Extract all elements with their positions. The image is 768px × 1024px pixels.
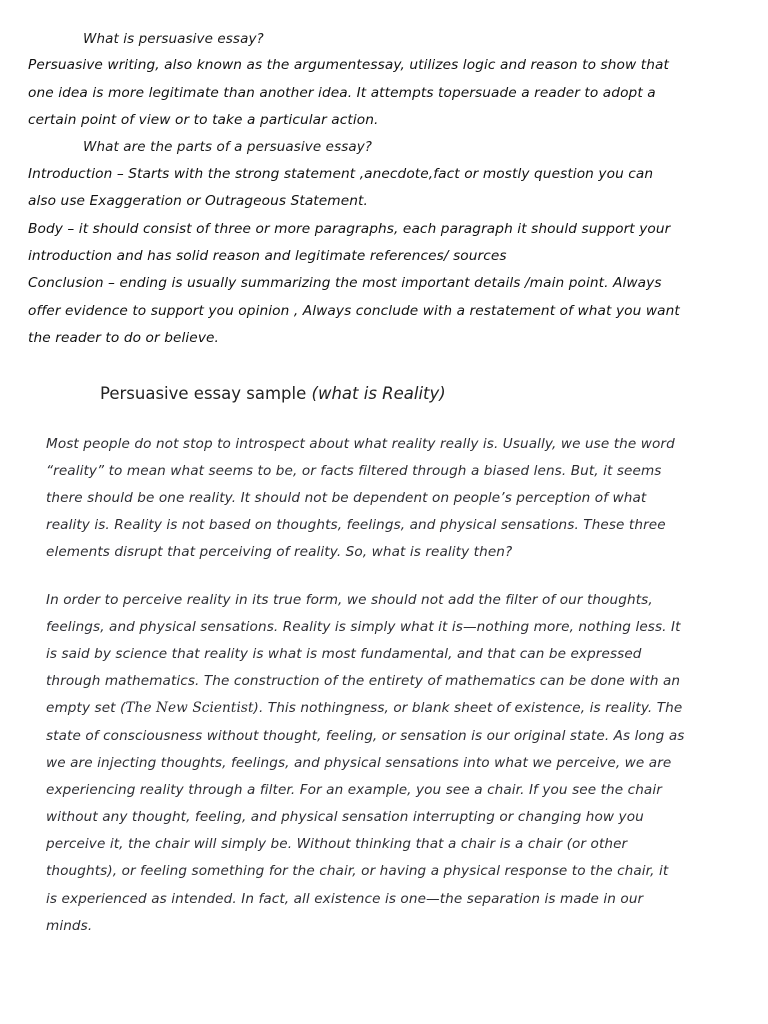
paragraph-2-line: state of consciousness without thought, feeling, or sensation is our original state. As long as (46, 728, 685, 744)
definition-line: certain point of view or to take a particular action. (28, 112, 379, 128)
citation-source: The New Scientist (125, 700, 254, 716)
parts-line: offer evidence to support you opinion , Always conclude with a restatement of what you want (28, 303, 680, 319)
paragraph-2-line-citation (46, 698, 682, 718)
sample-title (100, 384, 446, 403)
parts-line-body: Body – it should consist of three or more paragraphs, each paragraph it should support your (28, 221, 671, 237)
paragraph-2-line: feelings, and physical sensations. Reality is simply what it is—nothing more, nothing less. It (46, 619, 681, 635)
paragraph-1-line: “reality” to mean what seems to be, or facts filtered through a biased lens. But, it seems (46, 463, 662, 479)
paragraph-2-line: thoughts), or feeling something for the chair, or having a physical response to the chair, it (46, 863, 669, 879)
paragraph-1-line: there should be one reality. It should not be dependent on people’s perception of what (46, 490, 647, 506)
paragraph-2-line: In order to perceive reality in its true form, we should not add the filter of our thoughts, (46, 592, 653, 608)
question-what-is-persuasive-essay: What is persuasive essay? (83, 31, 264, 47)
parts-line-conclusion: Conclusion – ending is usually summarizing the most important details /main point. Always (28, 275, 662, 291)
citation-after: ). This nothingness, or blank sheet of existence, is reality. The (253, 700, 683, 716)
paragraph-1-line: elements disrupt that perceiving of reality. So, what is reality then? (46, 544, 513, 560)
parts-line: the reader to do or believe. (28, 330, 220, 346)
citation-before: empty set ( (46, 700, 126, 716)
paragraph-2-line: is experienced as intended. In fact, all existence is one—the separation is made in our (46, 891, 644, 907)
parts-line: introduction and has solid reason and legitimate references/ sources (28, 248, 507, 264)
paragraph-2-line: perceive it, the chair will simply be. Without thinking that a chair is a chair (or other (46, 836, 628, 852)
paragraph-2-line: through mathematics. The construction of the entirety of mathematics can be done with an (46, 673, 681, 689)
paragraph-2-line: minds. (46, 918, 93, 934)
sample-title-subtitle: (what is Reality) (311, 384, 446, 403)
paragraph-1-line: Most people do not stop to introspect about what reality really is. Usually, we use the word (46, 436, 675, 452)
parts-line: also use Exaggeration or Outrageous Statement. (28, 193, 368, 209)
definition-line: Persuasive writing, also known as the argumentessay, utilizes logic and reason to show that (28, 57, 669, 73)
paragraph-2-line: experiencing reality through a filter. For an example, you see a chair. If you see the chair (46, 782, 662, 798)
definition-line: one idea is more legitimate than another idea. It attempts topersuade a reader to adopt a (28, 85, 656, 101)
question-parts-of-essay: What are the parts of a persuasive essay? (83, 139, 373, 155)
paragraph-2-line: is said by science that reality is what is most fundamental, and that can be expressed (46, 646, 642, 662)
paragraph-2-line: without any thought, feeling, and physical sensation interrupting or changing how you (46, 809, 644, 825)
paragraph-1-line: reality is. Reality is not based on thoughts, feelings, and physical sensations. These three (46, 517, 666, 533)
paragraph-2-line: we are injecting thoughts, feelings, and physical sensations into what we perceive, we are (46, 755, 672, 771)
sample-title-text: Persuasive essay sample (100, 384, 307, 403)
parts-line-introduction: Introduction – Starts with the strong statement ,anecdote,fact or mostly question you can (28, 166, 654, 182)
